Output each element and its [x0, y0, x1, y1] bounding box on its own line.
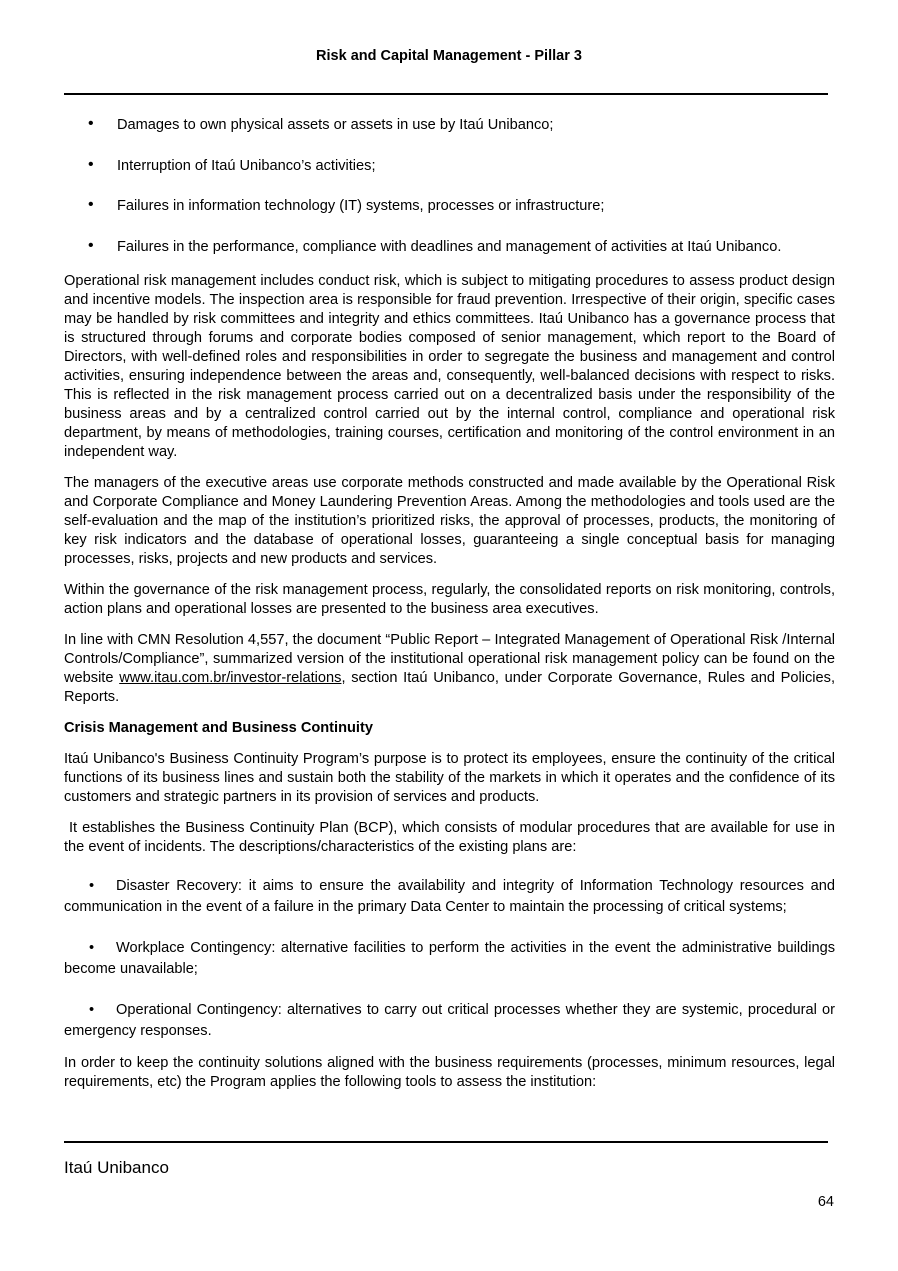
list-item — [64, 157, 835, 176]
paragraph-bcp: It establishes the Business Continuity Plan (BCP), which consists of modular procedures that are available for use in the event of incidents. The descriptions/characteristics of the existing plans are: — [64, 819, 840, 855]
page-number: 64 — [817, 1194, 834, 1210]
bullet-icon: • — [88, 155, 94, 173]
list-item-text: Interruption of Itaú Unibanco’s activities; — [117, 157, 376, 174]
footer-divider — [64, 1141, 828, 1143]
list-item-text: Disaster Recovery: it aims to ensure the availability and integrity of Information Technology resources and communication in the event of a failure in the primary Data Center to maintain the processing of critical systems; — [64, 877, 835, 915]
list-item-text: Failures in information technology (IT) systems, processes or infrastructure; — [117, 198, 605, 214]
list-item — [64, 1000, 835, 1042]
page-header-title: Risk and Capital Management - Pillar 3 — [316, 48, 582, 64]
paragraph-text: In line with CMN Resolution 4,557, the document “Public Report – Integrated Management of Operational Risk /Internal Controls/Compliance”, summarized version of the institutional operational risk management policy can be found on the website — [64, 631, 835, 686]
list-item-text: Workplace Contingency: alternative facilities to perform the activities in the event the administrative buildings become unavailable; — [64, 939, 835, 977]
investor-relations-link[interactable]: www.itau.com.br/investor-relations — [119, 669, 342, 686]
paragraph-text: , section Itaú Unibanco, under Corporate Governance, Rules and Policies, Reports. — [64, 669, 835, 705]
footer-company-name: Itaú Unibanco — [64, 1158, 169, 1177]
bullet-icon: • — [88, 196, 94, 213]
list-item-text: Damages to own physical assets or assets in use by Itaú Unibanco; — [117, 117, 554, 133]
list-item — [64, 197, 835, 216]
paragraph-continuity-program: Itaú Unibanco's Business Continuity Program’s purpose is to protect its employees, ensure the continuity of the critical functions of its business lines and sustain both the stability of the markets in which it operates and the confidence of its customers and strategic partners in its provision of services and products. — [64, 750, 835, 805]
list-item — [64, 938, 835, 980]
paragraph-governance-reports: Within the governance of the risk management process, regularly, the consolidated reports on risk monitoring, controls, action plans and operational losses are presented to the business area executives. — [64, 581, 835, 617]
bullet-icon: • — [88, 236, 94, 254]
paragraph-operational-risk: Operational risk management includes conduct risk, which is subject to mitigating procedures to assess product design and incentive models. The inspection area is responsible for fraud prevention. Irrespective of their origin, specific cases may be handled by risk committees and integrity and ethics committees. Itaú Unibanco has a governance process that is structured through forums and corporate bodies composed of senior management, which report to the Board of Directors, with well-defined roles and responsibilities in order to segregate the business and management and control activities, ensuring independence between the areas and, consequently, well-balanced decisions with respect to risks. This is reflected in the risk management process carried out on a decentralized basis under the responsibility of the business areas and by a centralized control carried out by the internal control, compliance and operational risk department, by means of methodologies, training courses, certification and monitoring of the control environment in an independent way. — [64, 272, 835, 460]
list-item — [64, 116, 835, 135]
bullet-icon: • — [88, 115, 94, 132]
list-item-text: Operational Contingency: alternatives to carry out critical processes whether they are systemic, procedural or emergency responses. — [64, 1001, 835, 1039]
bullet-icon: • — [89, 939, 95, 956]
paragraph-executive-areas: The managers of the executive areas use corporate methods constructed and made available by the Operational Risk and Corporate Compliance and Money Laundering Prevention Areas. Among the methodologies and tools used are the self-evaluation and the map of the institution’s prioritized risks, the approval of processes, products, the monitoring of key risk indicators and the database of operational losses, guaranteeing a single conceptual basis for managing processes, risks, projects and new products and services. — [64, 474, 835, 567]
bullet-icon: • — [89, 877, 95, 894]
paragraph-continuity-tools: In order to keep the continuity solutions aligned with the business requirements (processes, minimum resources, legal requirements, etc) the Program applies the following tools to assess the institution: — [64, 1054, 835, 1090]
header-divider — [64, 93, 828, 95]
list-item-text: Failures in the performance, compliance with deadlines and management of activities at Itaú Unibanco. — [117, 238, 782, 255]
page-body — [64, 115, 840, 1104]
paragraph-public-report — [64, 631, 835, 707]
bullet-icon: • — [89, 1001, 95, 1018]
list-item — [64, 238, 835, 257]
section-heading: Crisis Management and Business Continuity — [64, 719, 373, 736]
list-item — [64, 876, 835, 918]
